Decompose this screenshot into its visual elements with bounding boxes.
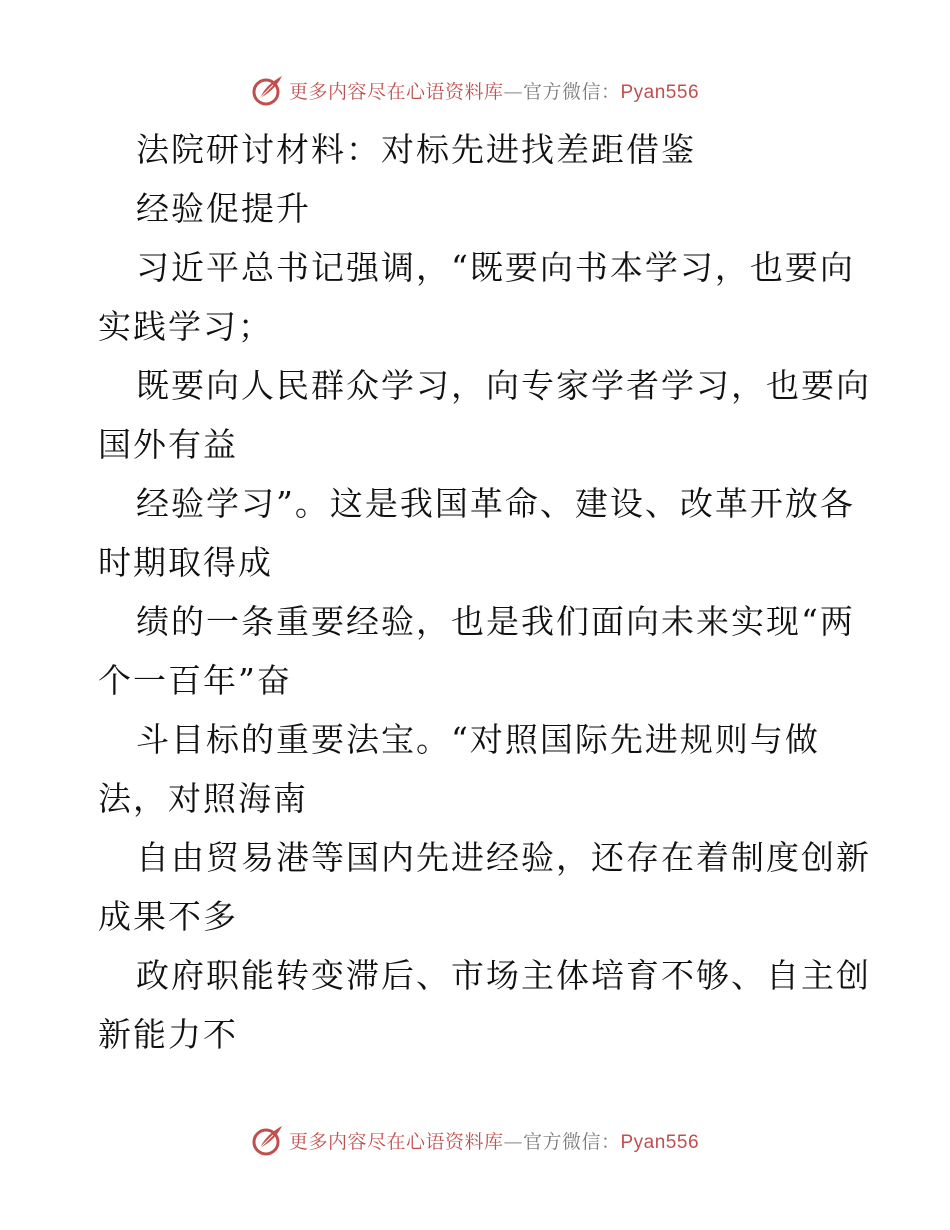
watermark-text: 更多内容尽在心语资料库—官方微信：Pyan556 [288,80,700,103]
header-watermark [0,70,950,110]
text-line: 自由贸易港等国内先进经验，还存在着制度创新 [136,838,871,877]
text-line: 经验学习”。这是我国革命、建设、改革开放各 [136,484,855,523]
footer-watermark [0,1120,950,1160]
feather-logo-icon [251,73,285,107]
watermark-text: 更多内容尽在心语资料库—官方微信：Pyan556 [288,1130,700,1153]
text-line: 绩的一条重要经验，也是我们面向未来实现“两 [136,602,855,641]
text-line: 法，对照海南 [98,779,308,818]
text-line: 成果不多 [98,897,238,936]
text-line: 斗目标的重要法宝。“对照国际先进规则与做 [136,720,820,759]
document-body [98,120,871,1064]
text-line: 时期取得成 [98,543,273,582]
text-line: 习近平总书记强调，“既要向书本学习，也要向 [136,248,855,287]
feather-logo-icon [251,1123,285,1157]
text-line: 新能力不 [98,1015,238,1054]
text-line: 个一百年”奋 [98,661,292,700]
text-line: 法院研讨材料：对标先进找差距借鉴 [136,130,696,169]
text-line: 经验促提升 [136,189,311,228]
text-line: 既要向人民群众学习，向专家学者学习，也要向 [136,366,871,405]
text-line: 政府职能转变滞后、市场主体培育不够、自主创 [136,956,871,995]
text-line: 实践学习； [98,307,273,346]
text-line: 国外有益 [98,425,238,464]
